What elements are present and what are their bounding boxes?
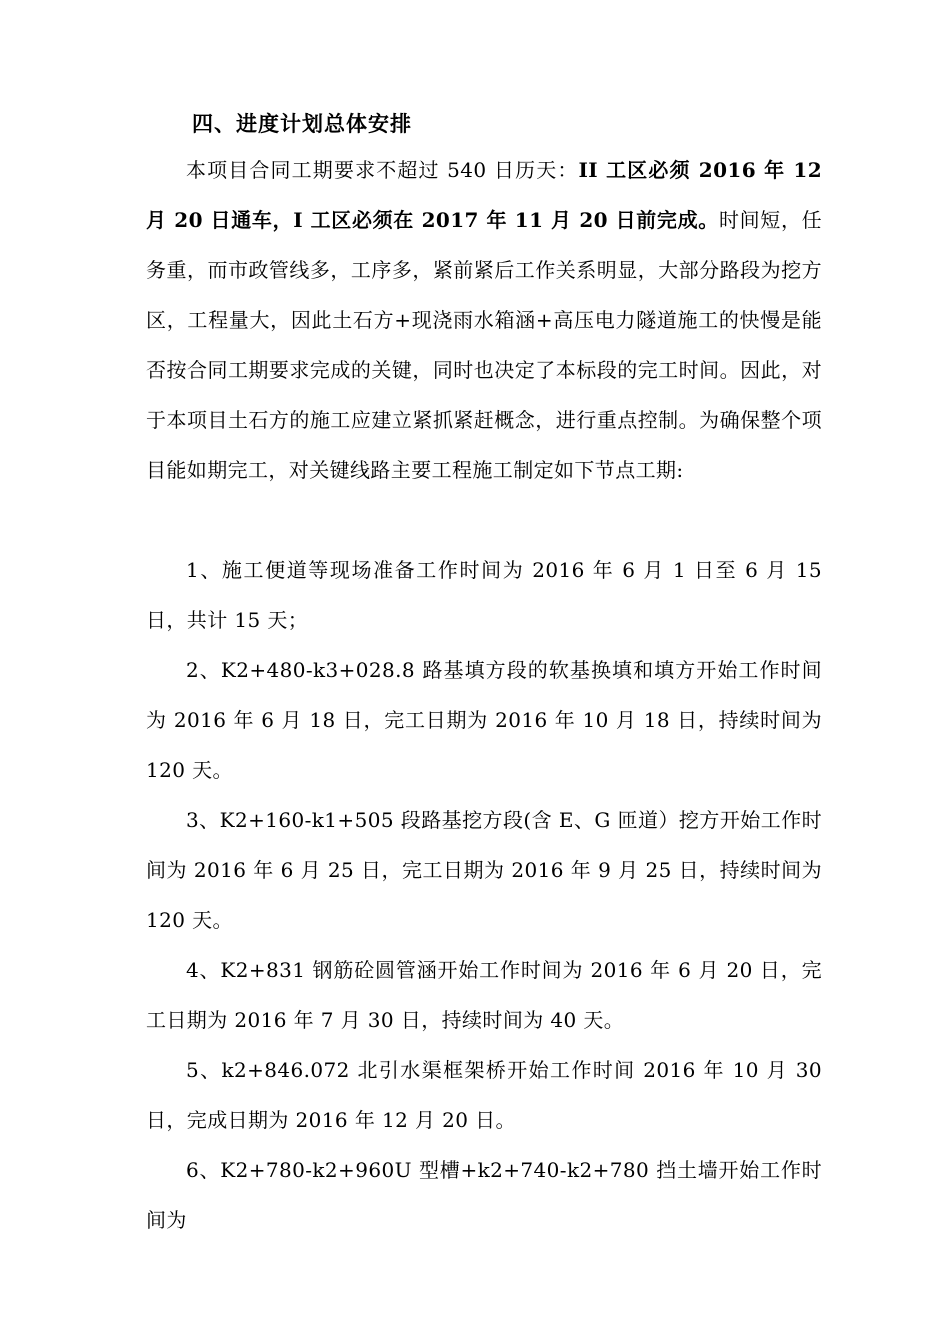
schedule-item-4: 4、K2+831 钢筋砼圆管涵开始工作时间为 2016 年 6 月 20 日，完工日期为 2016 年 7 月 30 日，持续时间为 40 天。: [146, 958, 822, 1032]
schedule-item-2: 2、K2+480-k3+028.8 路基填方段的软基换填和填方开始工作时间为 2016 年 6 月 18 日，完工日期为 2016 年 10 月 18 日，持续时间为 120 天。: [146, 658, 822, 782]
intro-text-rest: 时间短，任务重，而市政管线多，工序多，紧前紧后工作关系明显，大部分路段为挖方区，工程量大，因此土石方+现浇雨水箱涵+高压电力隧道施工的快慢是能否按合同工期要求完成的关键，同时也决定了本标段的完工时间。因此，对于本项目土石方的施工应建立紧抓紧赶概念，进行重点控制。为确保整个项目能如期完工，对关键线路主要工程施工制定如下节点工期:: [146, 208, 823, 482]
section-heading: 四、进度计划总体安排: [192, 111, 412, 136]
intro-paragraph: [146, 145, 822, 495]
schedule-item-5: 5、k2+846.072 北引水渠框架桥开始工作时间 2016 年 10 月 30 日，完成日期为 2016 年 12 月 20 日。: [146, 1058, 822, 1132]
schedule-item-6: 6、K2+780-k2+960U 型槽+k2+740-k2+780 挡土墙开始工作时间为: [146, 1158, 822, 1232]
schedule-item-3: 3、K2+160-k1+505 段路基挖方段(含 E、G 匝道）挖方开始工作时间为 2016 年 6 月 25 日，完工日期为 2016 年 9 月 25 日，持续时间为 120 天。: [146, 808, 822, 932]
intro-text-start: 本项目合同工期要求不超过 540 日历天：: [186, 158, 579, 182]
schedule-item-1: 1、施工便道等现场准备工作时间为 2016 年 6 月 1 日至 6 月 15 日，共计 15 天；: [146, 558, 822, 632]
intro-text-bold: II 工区必须 2016 年 12 月 20 日通车，I 工区必须在 2017 年 11 月 20 日前完成。: [146, 158, 823, 232]
